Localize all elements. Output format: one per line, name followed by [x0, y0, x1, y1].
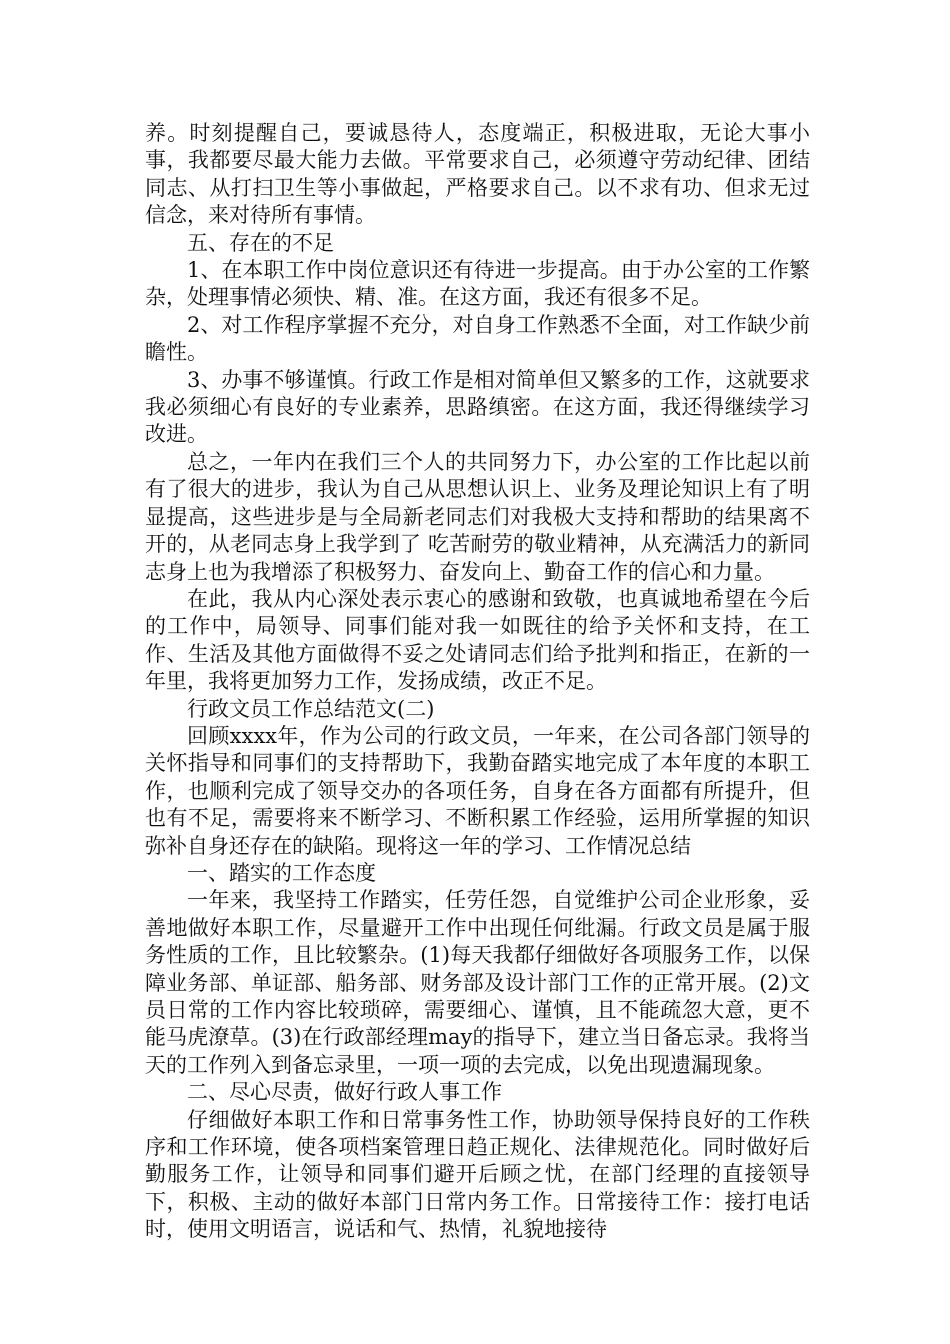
paragraph-shortcoming-1: 1、在本职工作中岗位意识还有待进一步提高。由于办公室的工作繁杂，处理事情必须快、精、准。在这方面，我还有很多不足。 [145, 258, 810, 310]
paragraph-continuation: 养。时刻提醒自己，要诚恳待人，态度端正，积极进取，无论大事小事，我都要尽最大能力去做。平常要求自己，必须遵守劳动纪律、团结同志、从打扫卫生等小事做起，严格要求自己。以不求有功、但求无过信念，来对待所有事情。 [145, 121, 810, 228]
section-heading-sample-two: 行政文员工作总结范文(二) [187, 696, 435, 721]
paragraph-thanks: 在此，我从内心深处表示衷心的感谢和致敬，也真诚地希望在今后的工作中，局领导、同事们能对我一如既往的给予关怀和支持，在工作、生活及其他方面做得不妥之处请同志们给予批判和指正，在新的一年里，我将更加努力工作，发扬成绩，改正不足。 [145, 586, 810, 694]
section-heading-shortcomings: 五、存在的不足 [187, 230, 334, 255]
paragraph-work-attitude: 一年来，我坚持工作踏实，任劳任怨，自觉维护公司企业形象，妥善地做好本职工作，尽量避开工作中出现任何纰漏。行政文员是属于服务性质的工作，且比较繁杂。(1)每天我都仔细做好各项服务工作，以保障业务部、单证部、船务部、财务部及设计部门工作的正常开展。(2)文员日常的工作内容比较琐碎，需要细心、谨慎，且不能疏忽大意，更不能马虎潦草。(3)在行政部经理may的指导下，建立当日备忘录。我将当天的工作列入到备忘录里，一项一项的去完成，以免出现遗漏现象。 [145, 888, 810, 1077]
section-heading-work-attitude: 一、踏实的工作态度 [187, 860, 376, 885]
document-page [145, 120, 810, 1244]
paragraph-shortcoming-3: 3、办事不够谨慎。行政工作是相对简单但又繁多的工作，这就要求我必须细心有良好的专业素养，思路缜密。在这方面，我还得继续学习改进。 [145, 367, 810, 447]
paragraph-review: 回顾xxxx年，作为公司的行政文员，一年来，在公司各部门领导的关怀指导和同事们的支持帮助下，我勤奋踏实地完成了本年度的本职工作，也顺利完成了领导交办的各项任务，自身在各方面都有所提升，但也有不足，需要将来不断学习、不断积累工作经验，运用所掌握的知识弥补自身还存在的缺陷。现将这一年的学习、工作情况总结 [145, 723, 810, 858]
paragraph-summary: 总之，一年内在我们三个人的共同努力下，办公室的工作比起以前有了很大的进步，我认为自己从思想认识上、业务及理论知识上有了明显提高，这些进步是与全局新老同志们对我极大支持和帮助的结果离不开的，从老同志身上我学到了 吃苦耐劳的敬业精神，从充满活力的新同志身上也为我增添了积极努力、奋发向上、勤奋工作的信心和力量。 [145, 449, 810, 584]
paragraph-admin-work: 仔细做好本职工作和日常事务性工作，协助领导保持良好的工作秩序和工作环境，使各项档案管理日趋正规化、法律规范化。同时做好后勤服务工作，让领导和同事们避开后顾之忧，在部门经理的直接领导下，积极、主动的做好本部门日常内务工作。日常接待工作：接打电话时，使用文明语言，说话和气、热情，礼貌地接待 [145, 1107, 810, 1242]
paragraph-shortcoming-2: 2、对工作程序掌握不充分，对自身工作熟悉不全面，对工作缺少前瞻性。 [145, 312, 810, 365]
section-heading-admin-work: 二、尽心尽责，做好行政人事工作 [187, 1080, 502, 1105]
